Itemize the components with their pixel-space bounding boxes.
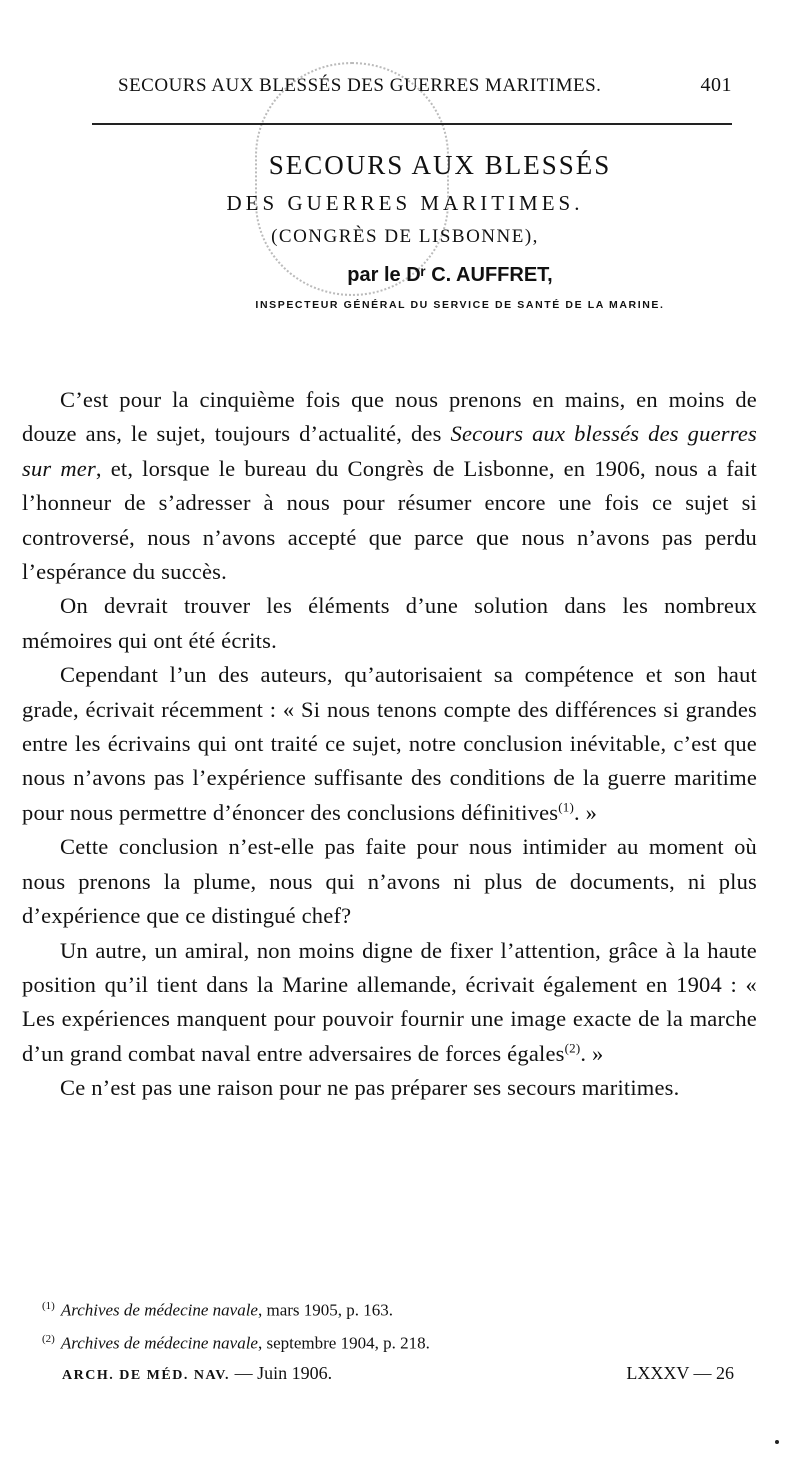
author-line: par le Dʳ C. AUFFRET, xyxy=(347,264,553,286)
issue-date: — Juin 1906. xyxy=(234,1363,333,1383)
volume-signature: LXXXV — 26 xyxy=(626,1363,734,1383)
paragraph: Un autre, un amiral, non moins digne de fixer l’attention, grâce à la haute position qu’il tient dans la Marine allemande, écrivait également en 1904 : « Les expériences manquent pour pouvoir fournir une image exacte de la marche d’un grand combat naval entre adversaires de forces égales$^{(2)}$. » xyxy=(22,937,757,1066)
footnotes xyxy=(42,1292,742,1357)
paragraph: Cette conclusion n’est-elle pas faite pour nous intimider au moment où nous prenons la plume, nous qui n’avons ni plus de documents, ni plus d’expérience que ce distingué chef? xyxy=(22,834,757,929)
italic-title: Secours aux blessés des guerres sur mer xyxy=(22,421,757,481)
paragraph: Ce n’est pas une raison pour ne pas préparer ses secours maritimes. xyxy=(60,1075,680,1101)
ink-dot xyxy=(775,1440,779,1444)
paragraph: C’est pour la cinquième fois que nous prenons en mains, en moins de douze ans, le sujet, toujours d’actualité, des Secours aux blessés des guerres sur mer, et, lorsque le bureau du Congrès de Lisbonne, en 1906, nous a fait l’honneur de s’adresser à nous pour résumer encore une fois ce sujet si controversé, nous n’avons accepté que parce que nous n’avons pas perdu l’espérance du succès. xyxy=(22,387,757,585)
header-rule xyxy=(92,123,732,125)
footnote-reference: (1) xyxy=(558,799,575,815)
footnote-reference: (2) xyxy=(564,1040,581,1056)
page-number: 401 xyxy=(700,74,732,96)
journal-abbreviation: ARCH. DE MÉD. NAV. xyxy=(62,1368,231,1383)
article-subtitle: (CONGRÈS DE LISBONNE), xyxy=(271,226,539,247)
paragraph: Cependant l’un des auteurs, qu’autorisaient sa compétence et son haut grade, écrivait récemment : « Si nous tenons compte des différences si grandes entre les écrivains qui ont traité ce sujet, notre conclusion inévitable, c’est que nous n’avons pas l’expérience suffisante des conditions de la guerre maritime pour nous permettre d’énoncer des conclusions définitives$^{(1)}$. » xyxy=(22,662,757,825)
article-title-second-line: DES GUERRES MARITIMES. xyxy=(226,191,584,215)
running-header xyxy=(118,74,732,97)
footnote: $^{(1)}$ Archives de médecine navale, mars 1905, p. 163. xyxy=(42,1300,394,1320)
running-title: SECOURS AUX BLESSÉS DES GUERRES MARITIMES. xyxy=(118,75,602,96)
body-text xyxy=(22,383,757,1106)
page-footer xyxy=(62,1363,734,1384)
footnote: $^{(2)}$ Archives de médecine navale, septembre 1904, p. 218. xyxy=(42,1332,430,1353)
article-title-block xyxy=(60,150,750,311)
author-role: INSPECTEUR GÉNÉRAL DU SERVICE DE SANTÉ DE LA MARINE. xyxy=(255,299,665,311)
paragraph: On devrait trouver les éléments d’une solution dans les nombreux mémoires qui ont été écrits. xyxy=(22,593,757,653)
article-title: SECOURS AUX BLESSÉS xyxy=(268,150,612,180)
